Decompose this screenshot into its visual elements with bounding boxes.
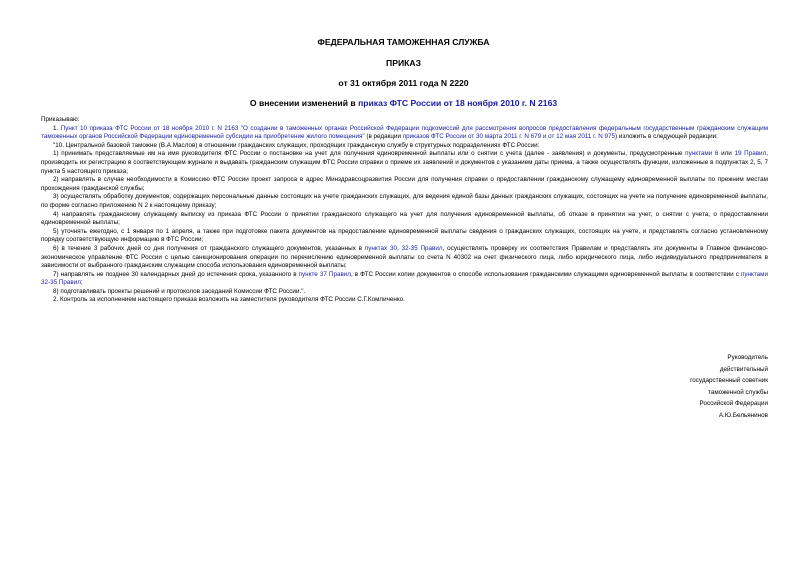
subitem-5: 5) уточнять ежегодно, с 1 января по 1 апреля, а также при подготовке пакета документов на предоставление единовременной выплаты сведения о гражданских служащих, состоящих на учете, и представлять согласно установленному порядку соответствующую информацию в ФТС России; xyxy=(41,227,768,244)
s6-link-rules[interactable]: пунктах 30, 32-35 Правил xyxy=(364,244,443,252)
s7-text-a: 7) направлять не позднее 30 календарных дней до истечения срока, указанного в xyxy=(53,270,299,278)
signature-line: Российской Федерации xyxy=(699,400,768,407)
s6-text-b: , осуществлять проверку их соответствия Правилам и представлять эти документы в Главное финансово-экономическое управление ФТС России с целью санкционирования операции по перечислению единовременной выплаты со счета N 40302 на счет физического лица, либо юридического лица, либо индивидуального предпринимателя в зависимости от выбранного гражданским служащим способа использования единовременной выплаты; xyxy=(41,244,769,270)
p1-link-amendments[interactable]: приказов ФТС России от 30 марта 2011 г. N 679 и от 12 мая 2011 г. N 975 xyxy=(402,133,616,141)
signature-block xyxy=(690,352,768,421)
intro-text: Приказываю: xyxy=(41,116,80,123)
subitem-1 xyxy=(41,150,768,176)
s1-text-c: , производить их регистрацию в соответствующем журнале и выдавать гражданским служащим ФТС России справки о приеме их заявлений и документов с указанием даты приема, а также осуществлять функции, изложенные в подпунктах 2, 5, 7 пункта 5 настоящего приказа; xyxy=(41,150,768,175)
s1-link-rules19[interactable]: 19 Правил xyxy=(734,150,767,158)
paragraph-10: "10. Центральной базовой таможне (В.А.Маслов) в отношении гражданских служащих, проходящих гражданскую службу в структурных подразделениях ФТС России: xyxy=(53,141,540,149)
signature-line: действительный xyxy=(719,365,768,373)
subitem-7 xyxy=(41,271,768,288)
s7-link-points32-35[interactable]: пунктами 32-35 Правил xyxy=(41,270,768,287)
subitem-3: 3) осуществлять обработку документов, содержащих персональные данные состоящих на учете гражданских служащих, для ведения единой базы данных гражданских служащих, состоящих на учете на получение единовременной выплаты, по форме согласно приложению N 2 к настоящему приказу; xyxy=(41,193,768,209)
agency-title: ФЕДЕРАЛЬНАЯ ТАМОЖЕННАЯ СЛУЖБА xyxy=(317,37,490,47)
signatory-name: А.Ю.Бельянинов xyxy=(718,411,768,419)
doc-title xyxy=(0,98,807,108)
p1-text-c: ) изложить в следующей редакции: xyxy=(615,133,718,141)
subitem-2: 2) направлять в случае необходимости в Комиссию ФТС России проект запроса в адрес Минздравсоцразвития России для получения справки о предоставлении гражданскому служащему единовременной выплаты по прежним местам прохождения гражданской службы; xyxy=(41,176,768,192)
subitem-4: 4) направлять гражданскому служащему выписку из приказа ФТС России о принятии гражданского служащего на учет для получения единовременной выплаты, об отказе в принятии на учет, о снятии с учета, о предоставлении единовременной выплаты; xyxy=(41,210,768,227)
s7-text-c: ; xyxy=(80,279,83,287)
subitem-8: 8) подготавливать проекты решений и протоколов заседаний Комиссии ФТС России.". xyxy=(53,287,306,295)
s7-text-b: , в ФТС России копии документов о способе использования гражданскими служащими единовременной выплаты в соответствии с xyxy=(350,270,741,278)
paragraph-1 xyxy=(41,125,768,142)
subitem-6 xyxy=(41,245,768,271)
doc-title-link[interactable]: приказ ФТС России от 18 ноября 2010 г. N 2163 xyxy=(358,98,558,108)
s1-text-a: 1) принимать представляемые им на имя руководителя ФТС России о постановке на учет для получения единовременной выплаты или о снятии с учета (далее - заявления) и документы, предусмотренные xyxy=(53,150,686,158)
s1-link-point6[interactable]: пунктами 6 xyxy=(685,150,719,158)
document-body xyxy=(41,116,768,305)
signature-line: таможенной службы xyxy=(708,388,768,396)
doc-date-number: от 31 октября 2011 года N 2220 xyxy=(338,78,469,88)
s6-text-a: 6) в течение 3 рабочих дней со дня получения от гражданского служащего документов, указанных в xyxy=(53,244,365,252)
s7-link-point37[interactable]: пункте 37 Правил xyxy=(298,270,351,278)
s1-text-b: или xyxy=(718,150,735,158)
doc-title-prefix: О внесении изменений в xyxy=(249,98,359,108)
signature-line: государственный советник xyxy=(690,377,768,384)
doc-type: ПРИКАЗ xyxy=(386,58,421,68)
signature-line: Руководитель xyxy=(727,354,768,361)
p1-text-a: 1. xyxy=(53,124,61,132)
p1-link-order[interactable]: Пункт 10 приказа ФТС России от 18 ноября 2010 г. N 2163 "О создании в таможенных органах Российской Федерации подкомиссий для рассмотрения вопросов предоставления федеральным государственным гражданским служащим таможенных органов Российской Федерации единовременной субсидии на приобретение жилого помещения" xyxy=(41,124,768,141)
paragraph-2: 2. Контроль за исполнением настоящего приказа возложить на заместителя руководителя ФТС России С.Г.Комличенко. xyxy=(53,296,405,304)
p1-text-b: (в редакции xyxy=(364,133,403,141)
